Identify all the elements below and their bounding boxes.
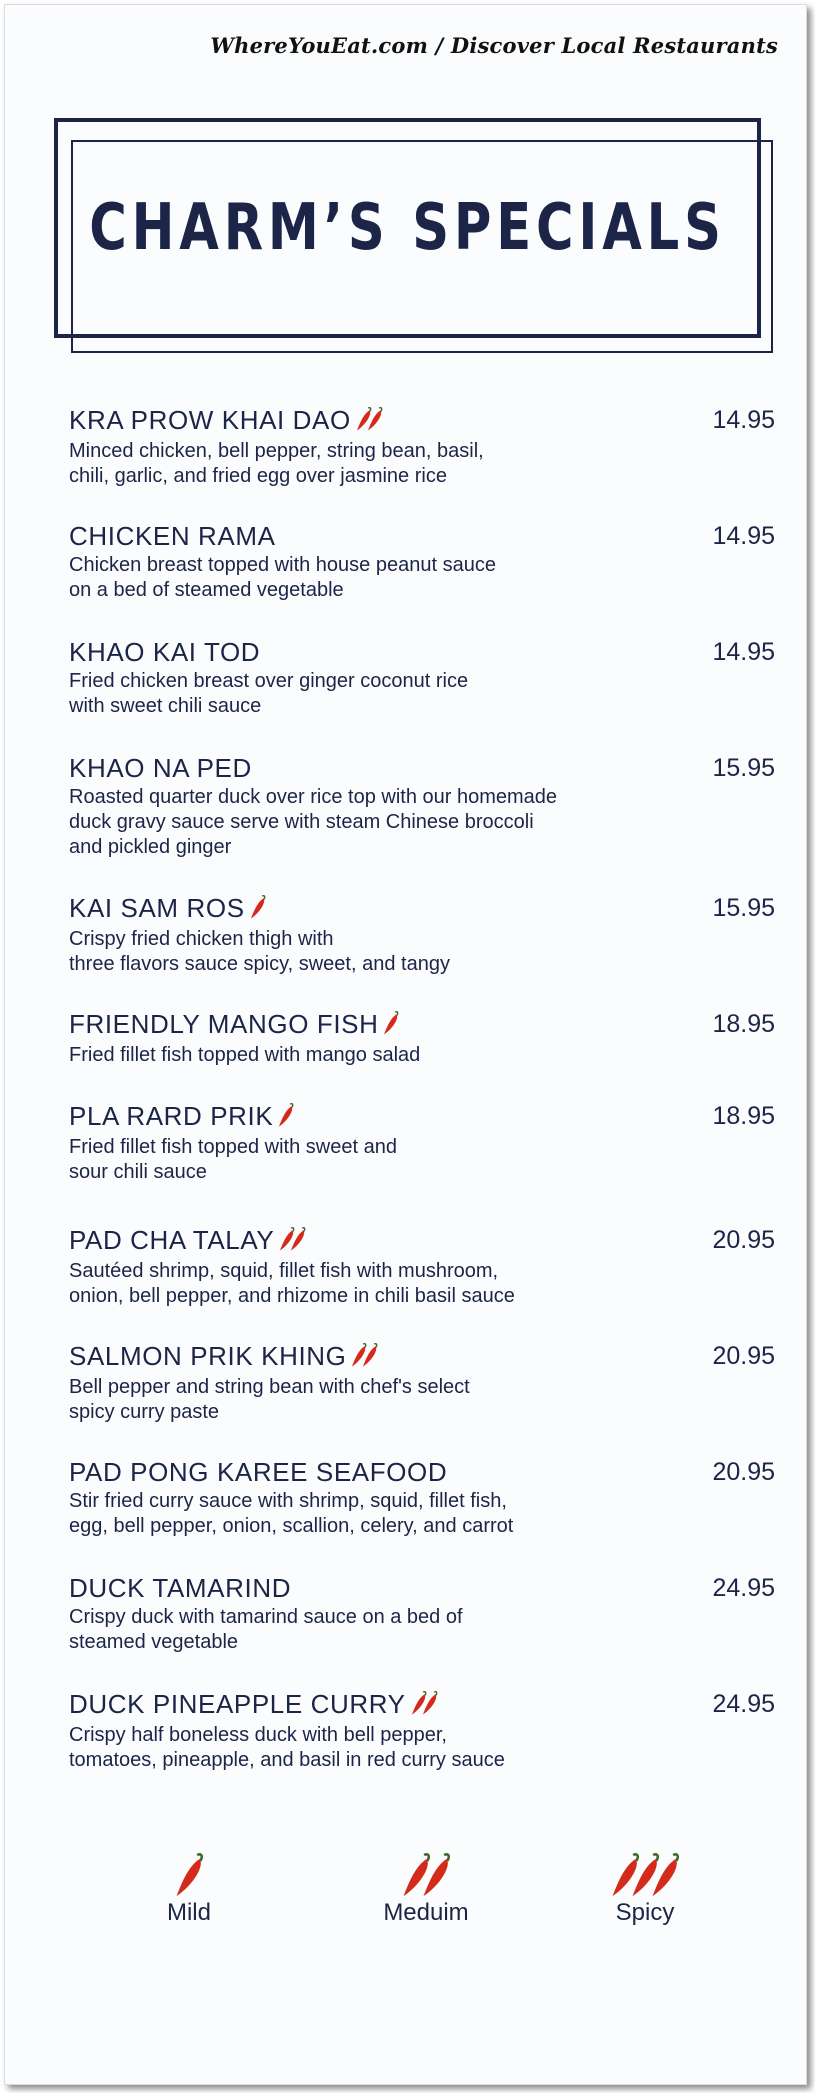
item-name: DUCK PINEAPPLE CURRY bbox=[69, 1689, 769, 1721]
item-description: Chicken breast topped with house peanut sauce on a bed of steamed vegetable bbox=[69, 554, 496, 601]
menu-item bbox=[69, 1101, 775, 1185]
item-description: Fried chicken breast over ginger coconut rice with sweet chili sauce bbox=[69, 670, 469, 717]
item-description: Crispy fried chicken thigh with three flavors sauce spicy, sweet, and tangy bbox=[69, 928, 450, 976]
item-description: Crispy duck with tamarind sauce on a bed of steamed vegetable bbox=[69, 1606, 463, 1653]
item-description: Fried fillet fish topped with mango salad bbox=[69, 1044, 421, 1067]
item-price: 14.95 bbox=[712, 638, 775, 666]
item-price: 20.95 bbox=[712, 1342, 775, 1370]
chili-icon bbox=[580, 1853, 710, 1899]
item-name: PLA RARD PRIK bbox=[69, 1101, 769, 1133]
item-description: Roasted quarter duck over rice top with our homemade duck gravy sauce serve with steam Chinese broccoli and pickled ginger bbox=[69, 786, 558, 858]
legend-label: Spicy bbox=[615, 1899, 675, 1926]
item-name: FRIENDLY MANGO FISH bbox=[69, 1009, 769, 1041]
legend-spicy bbox=[580, 1853, 710, 1927]
item-price: 20.95 bbox=[712, 1458, 775, 1486]
item-name: KRA PROW KHAI DAO bbox=[69, 405, 769, 437]
item-price: 18.95 bbox=[712, 1102, 775, 1130]
item-name: KHAO KAI TOD bbox=[69, 637, 261, 667]
item-description: Bell pepper and string bean with chef's select spicy curry paste bbox=[69, 1376, 470, 1424]
menu-item bbox=[69, 1009, 775, 1068]
legend-medium bbox=[361, 1853, 491, 1927]
item-name: KAI SAM ROS bbox=[69, 893, 769, 925]
menu-item bbox=[69, 405, 775, 489]
menu-item bbox=[69, 893, 775, 977]
page-title: CHARM’S SPECIALS bbox=[89, 191, 726, 265]
menu-item bbox=[69, 753, 775, 860]
menu-item bbox=[69, 1573, 775, 1655]
item-description: Crispy half boneless duck with bell pepper, tomatoes, pineapple, and basil in red curry sauce bbox=[69, 1724, 505, 1772]
item-description: Minced chicken, bell pepper, string bean, basil, chili, garlic, and fried egg over jasmine rice bbox=[69, 440, 484, 488]
menu-item bbox=[69, 637, 775, 719]
chili-icon bbox=[410, 1691, 439, 1721]
menu-item bbox=[69, 1341, 775, 1425]
menu-item bbox=[69, 1457, 775, 1539]
menu-item bbox=[69, 1689, 775, 1773]
item-description: Stir fried curry sauce with shrimp, squid, fillet fish, egg, bell pepper, onion, scallion, celery, and carrot bbox=[69, 1490, 514, 1537]
item-price: 24.95 bbox=[712, 1690, 775, 1718]
item-price: 15.95 bbox=[712, 754, 775, 782]
watermark: WhereYouEat.com / Discover Local Restaurants bbox=[210, 33, 778, 58]
item-price: 14.95 bbox=[712, 406, 775, 434]
item-price: 14.95 bbox=[712, 522, 775, 550]
legend-mild bbox=[129, 1853, 249, 1927]
menu-item bbox=[69, 1225, 775, 1309]
item-price: 18.95 bbox=[712, 1010, 775, 1038]
chili-icon bbox=[249, 895, 267, 925]
chili-icon bbox=[350, 1343, 379, 1373]
item-name: PAD CHA TALAY bbox=[69, 1225, 769, 1257]
legend-label: Mild bbox=[166, 1899, 211, 1926]
menu-item bbox=[69, 521, 775, 603]
item-name: SALMON PRIK KHING bbox=[69, 1341, 769, 1373]
item-price: 15.95 bbox=[712, 894, 775, 922]
chili-icon bbox=[361, 1853, 491, 1899]
item-name: PAD PONG KAREE SEAFOOD bbox=[69, 1457, 448, 1487]
chili-icon bbox=[355, 407, 384, 437]
chili-icon bbox=[277, 1103, 295, 1133]
item-name: KHAO NA PED bbox=[69, 753, 252, 783]
chili-icon bbox=[382, 1011, 400, 1041]
menu-card bbox=[4, 4, 807, 2085]
item-name: DUCK TAMARIND bbox=[69, 1573, 292, 1603]
item-price: 20.95 bbox=[712, 1226, 775, 1254]
item-price: 24.95 bbox=[712, 1574, 775, 1602]
item-description: Sautéed shrimp, squid, fillet fish with mushroom, onion, bell pepper, and rhizome in chili basil sauce bbox=[69, 1260, 515, 1308]
item-name: CHICKEN RAMA bbox=[69, 521, 276, 551]
legend-label: Meduim bbox=[383, 1899, 469, 1926]
item-description: Fried fillet fish topped with sweet and sour chili sauce bbox=[69, 1136, 397, 1184]
chili-icon bbox=[278, 1227, 307, 1257]
chili-icon bbox=[129, 1853, 249, 1899]
